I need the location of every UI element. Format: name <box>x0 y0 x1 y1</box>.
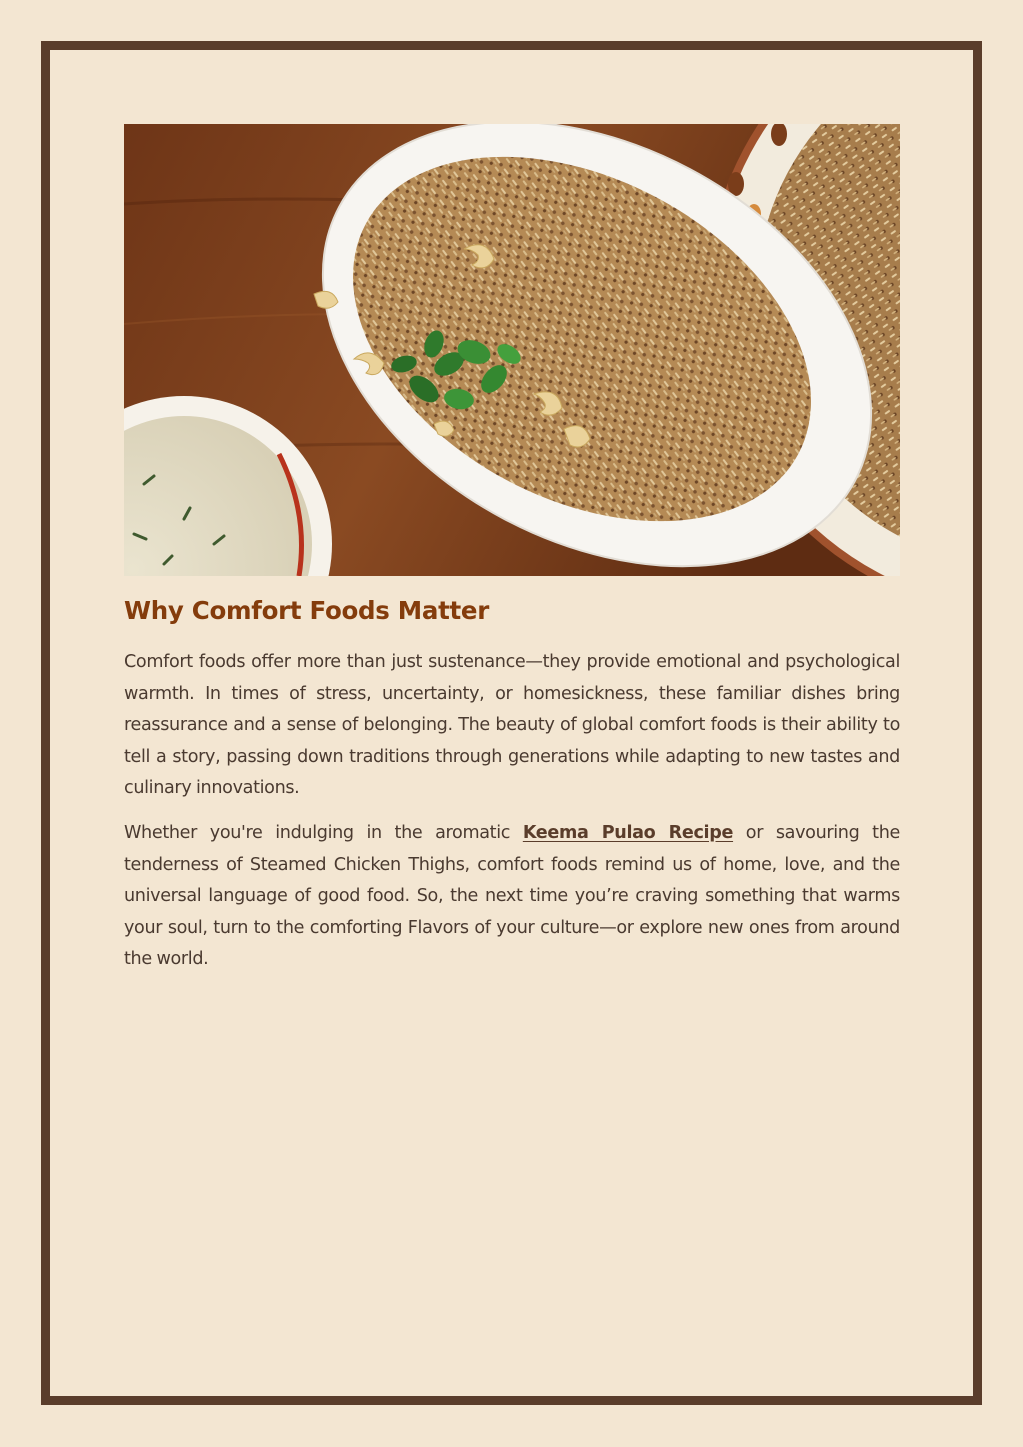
section-heading: Why Comfort Foods Matter <box>124 596 490 625</box>
paragraph-recipes-rest: or savouring the tenderness of Steamed Chicken Thighs, comfort foods remind us of home, love, and the universal language of good food. So, the next time you’re craving something that warms your soul, turn to the comforting Flavors of your culture—or explore new ones from around the world. <box>124 823 900 970</box>
keema-pulao-recipe-link[interactable]: Keema Pulao Recipe <box>522 823 734 843</box>
paragraph-recipes <box>124 818 900 976</box>
keema-pulao-photo <box>124 124 900 576</box>
paragraph-intro: Comfort foods offer more than just sustenance—they provide emotional and psychological warmth. In times of stress, uncertainty, or homesickness, these familiar dishes bring reassurance and a sense of belonging. The beauty of global comfort foods is their ability to tell a story, passing down traditions through generations while adapting to new tastes and culinary innovations. <box>124 652 900 799</box>
paragraph-recipes-lead: Whether you're indulging in the aromatic <box>124 823 523 843</box>
